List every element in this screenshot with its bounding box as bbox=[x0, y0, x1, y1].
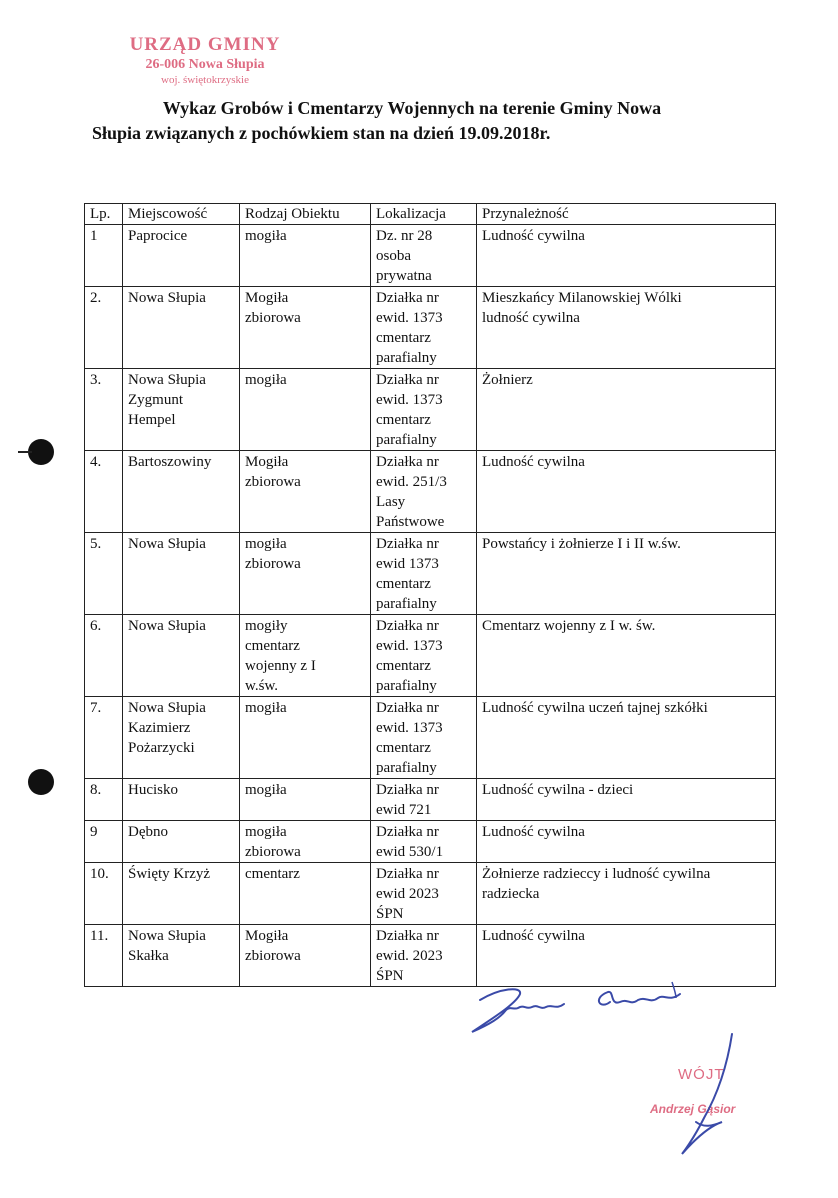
graves-table bbox=[84, 203, 776, 987]
cell-lp bbox=[85, 821, 123, 863]
cell-przynaleznosc-text: Mieszkańcy Milanowskiej Wólki ludność cywilna bbox=[482, 290, 682, 326]
cell-przynaleznosc bbox=[477, 925, 776, 987]
table-row bbox=[85, 287, 776, 369]
cell-miejscowosc-text: Nowa Słupia Skałka bbox=[128, 928, 206, 964]
cell-przynaleznosc bbox=[477, 821, 776, 863]
cell-przynaleznosc-text: Ludność cywilna bbox=[482, 824, 585, 840]
cell-lokalizacja bbox=[371, 925, 477, 987]
cell-przynaleznosc bbox=[477, 533, 776, 615]
cell-lp-text: 4. bbox=[90, 454, 102, 470]
header-rodzaj: Rodzaj Obiektu bbox=[240, 204, 371, 225]
stamp-line-address: 26-006 Nowa Słupia bbox=[145, 57, 265, 72]
cell-rodzaj-text: mogiła bbox=[245, 700, 287, 716]
cell-lp bbox=[85, 533, 123, 615]
cell-miejscowosc-text: Paprocice bbox=[128, 228, 188, 244]
cell-miejscowosc-text: Nowa Słupia bbox=[128, 536, 206, 552]
cell-lp bbox=[85, 287, 123, 369]
cell-lp bbox=[85, 925, 123, 987]
table-row bbox=[85, 615, 776, 697]
cell-lp-text: 8. bbox=[90, 782, 102, 798]
cell-miejscowosc bbox=[123, 779, 240, 821]
cell-lokalizacja bbox=[371, 615, 477, 697]
cell-przynaleznosc bbox=[477, 697, 776, 779]
cell-rodzaj-text: mogiła bbox=[245, 782, 287, 798]
cell-rodzaj-text: Mogiła zbiorowa bbox=[245, 290, 301, 326]
cell-rodzaj bbox=[240, 287, 371, 369]
cell-rodzaj-text: Mogiła zbiorowa bbox=[245, 928, 301, 964]
cell-rodzaj bbox=[240, 615, 371, 697]
header-miejscowosc: Miejscowość bbox=[123, 204, 240, 225]
cell-rodzaj bbox=[240, 925, 371, 987]
cell-lokalizacja-text: Działka nr ewid 721 bbox=[376, 782, 439, 818]
cell-rodzaj bbox=[240, 225, 371, 287]
cell-lp-text: 9 bbox=[90, 824, 98, 840]
cell-rodzaj-text: cmentarz bbox=[245, 866, 300, 882]
cell-lokalizacja bbox=[371, 287, 477, 369]
cell-miejscowosc-text: Nowa Słupia bbox=[128, 290, 206, 306]
cell-miejscowosc bbox=[123, 863, 240, 925]
punch-hole-bottom bbox=[28, 769, 54, 795]
cell-lokalizacja bbox=[371, 225, 477, 287]
cell-rodzaj-text: mogiły cmentarz wojenny z I w.św. bbox=[245, 618, 316, 694]
table-row bbox=[85, 451, 776, 533]
cell-rodzaj-text: mogiła zbiorowa bbox=[245, 824, 301, 860]
cell-lokalizacja-text: Działka nr ewid. 1373 cmentarz parafialny bbox=[376, 618, 443, 694]
header-lokalizacja: Lokalizacja bbox=[371, 204, 477, 225]
cell-przynaleznosc bbox=[477, 451, 776, 533]
cell-lokalizacja-text: Działka nr ewid. 2023 ŚPN bbox=[376, 928, 443, 984]
wojt-signature-stroke bbox=[600, 1030, 770, 1160]
cell-lokalizacja-text: Działka nr ewid 1373 cmentarz parafialny bbox=[376, 536, 439, 612]
cell-lokalizacja-text: Dz. nr 28 osoba prywatna bbox=[376, 228, 433, 284]
cell-miejscowosc bbox=[123, 451, 240, 533]
cell-miejscowosc bbox=[123, 925, 240, 987]
cell-lp-text: 11. bbox=[90, 928, 109, 944]
cell-przynaleznosc bbox=[477, 615, 776, 697]
cell-lp bbox=[85, 225, 123, 287]
cell-rodzaj bbox=[240, 821, 371, 863]
cell-miejscowosc bbox=[123, 615, 240, 697]
cell-rodzaj bbox=[240, 697, 371, 779]
cell-miejscowosc bbox=[123, 821, 240, 863]
cell-lp bbox=[85, 369, 123, 451]
cell-przynaleznosc bbox=[477, 369, 776, 451]
cell-lokalizacja-text: Działka nr ewid 2023 ŚPN bbox=[376, 866, 439, 922]
cell-przynaleznosc-text: Ludność cywilna bbox=[482, 454, 585, 470]
cell-lokalizacja bbox=[371, 533, 477, 615]
cell-lokalizacja-text: Działka nr ewid. 1373 cmentarz parafialny bbox=[376, 700, 443, 776]
cell-miejscowosc-text: Dębno bbox=[128, 824, 168, 840]
cell-przynaleznosc-text: Ludność cywilna bbox=[482, 928, 585, 944]
cell-rodzaj-text: Mogiła zbiorowa bbox=[245, 454, 301, 490]
cell-lokalizacja bbox=[371, 451, 477, 533]
table-row bbox=[85, 225, 776, 287]
cell-przynaleznosc bbox=[477, 225, 776, 287]
cell-rodzaj bbox=[240, 863, 371, 925]
cell-rodzaj bbox=[240, 779, 371, 821]
cell-miejscowosc bbox=[123, 225, 240, 287]
cell-miejscowosc-text: Bartoszowiny bbox=[128, 454, 212, 470]
cell-lp-text: 6. bbox=[90, 618, 102, 634]
cell-miejscowosc bbox=[123, 533, 240, 615]
cell-lp bbox=[85, 779, 123, 821]
cell-miejscowosc-text: Nowa Słupia Kazimierz Pożarzycki bbox=[128, 700, 206, 756]
cell-rodzaj-text: mogiła bbox=[245, 228, 287, 244]
table-row bbox=[85, 369, 776, 451]
cell-miejscowosc-text: Nowa Słupia bbox=[128, 618, 206, 634]
cell-lokalizacja bbox=[371, 369, 477, 451]
cell-rodzaj bbox=[240, 451, 371, 533]
cell-lokalizacja bbox=[371, 779, 477, 821]
cell-lp-text: 2. bbox=[90, 290, 102, 306]
title-line-1: Wykaz Grobów i Cmentarzy Wojennych na terenie Gminy Nowa bbox=[162, 98, 662, 118]
cell-miejscowosc-text: Hucisko bbox=[128, 782, 178, 798]
cell-miejscowosc bbox=[123, 287, 240, 369]
table-header-row bbox=[85, 204, 776, 225]
cell-przynaleznosc-text: Żołnierze radzieccy i ludność cywilna radziecka bbox=[482, 866, 711, 902]
cell-miejscowosc-text: Święty Krzyż bbox=[128, 866, 211, 882]
cell-lokalizacja-text: Działka nr ewid 530/1 bbox=[376, 824, 444, 860]
cell-przynaleznosc bbox=[477, 779, 776, 821]
cell-miejscowosc bbox=[123, 697, 240, 779]
cell-przynaleznosc-text: Ludność cywilna uczeń tajnej szkółki bbox=[482, 700, 708, 716]
cell-rodzaj bbox=[240, 369, 371, 451]
cell-przynaleznosc bbox=[477, 863, 776, 925]
cell-lp bbox=[85, 697, 123, 779]
cell-lokalizacja-text: Działka nr ewid. 1373 cmentarz parafialny bbox=[376, 290, 443, 366]
office-stamp bbox=[110, 34, 300, 86]
cell-lp-text: 3. bbox=[90, 372, 102, 388]
punch-hole-mark bbox=[18, 451, 32, 453]
cell-lp-text: 5. bbox=[90, 536, 102, 552]
title-line-2: Słupia związanych z pochówkiem stan na dzień 19.09.2018r. bbox=[92, 123, 551, 143]
cell-przynaleznosc bbox=[477, 287, 776, 369]
cell-rodzaj-text: mogiła zbiorowa bbox=[245, 536, 301, 572]
table-row bbox=[85, 925, 776, 987]
document-title bbox=[92, 96, 732, 146]
wojt-stamp-name: Andrzej Gąsior bbox=[650, 1102, 736, 1116]
stamp-line-office: URZĄD GMINY bbox=[129, 34, 281, 55]
stamp-line-region: woj. świętokrzyskie bbox=[161, 74, 249, 86]
wojt-stamp-title: WÓJT bbox=[678, 1066, 725, 1083]
cell-przynaleznosc-text: Cmentarz wojenny z I w. św. bbox=[482, 618, 656, 634]
cell-miejscowosc bbox=[123, 369, 240, 451]
header-lp: Lp. bbox=[85, 204, 123, 225]
cell-lokalizacja-text: Działka nr ewid. 1373 cmentarz parafialny bbox=[376, 372, 443, 448]
cell-przynaleznosc-text: Żołnierz bbox=[482, 372, 533, 388]
cell-miejscowosc-text: Nowa Słupia Zygmunt Hempel bbox=[128, 372, 206, 428]
cell-lokalizacja bbox=[371, 863, 477, 925]
cell-rodzaj bbox=[240, 533, 371, 615]
cell-lp-text: 7. bbox=[90, 700, 102, 716]
cell-rodzaj-text: mogiła bbox=[245, 372, 287, 388]
cell-lokalizacja bbox=[371, 821, 477, 863]
cell-lokalizacja-text: Działka nr ewid. 251/3 Lasy Państwowe bbox=[376, 454, 447, 530]
cell-przynaleznosc-text: Powstańcy i żołnierze I i II w.św. bbox=[482, 536, 681, 552]
cell-lp bbox=[85, 451, 123, 533]
cell-lp bbox=[85, 615, 123, 697]
table-row bbox=[85, 779, 776, 821]
table-row bbox=[85, 821, 776, 863]
cell-lp-text: 1 bbox=[90, 228, 98, 244]
table-row bbox=[85, 863, 776, 925]
wojt-stamp bbox=[600, 1030, 770, 1160]
table-row bbox=[85, 533, 776, 615]
cell-lp bbox=[85, 863, 123, 925]
table-row bbox=[85, 697, 776, 779]
cell-przynaleznosc-text: Ludność cywilna bbox=[482, 228, 585, 244]
header-przynaleznosc: Przynależność bbox=[477, 204, 776, 225]
cell-lokalizacja bbox=[371, 697, 477, 779]
cell-lp-text: 10. bbox=[90, 866, 109, 882]
cell-przynaleznosc-text: Ludność cywilna - dzieci bbox=[482, 782, 634, 798]
